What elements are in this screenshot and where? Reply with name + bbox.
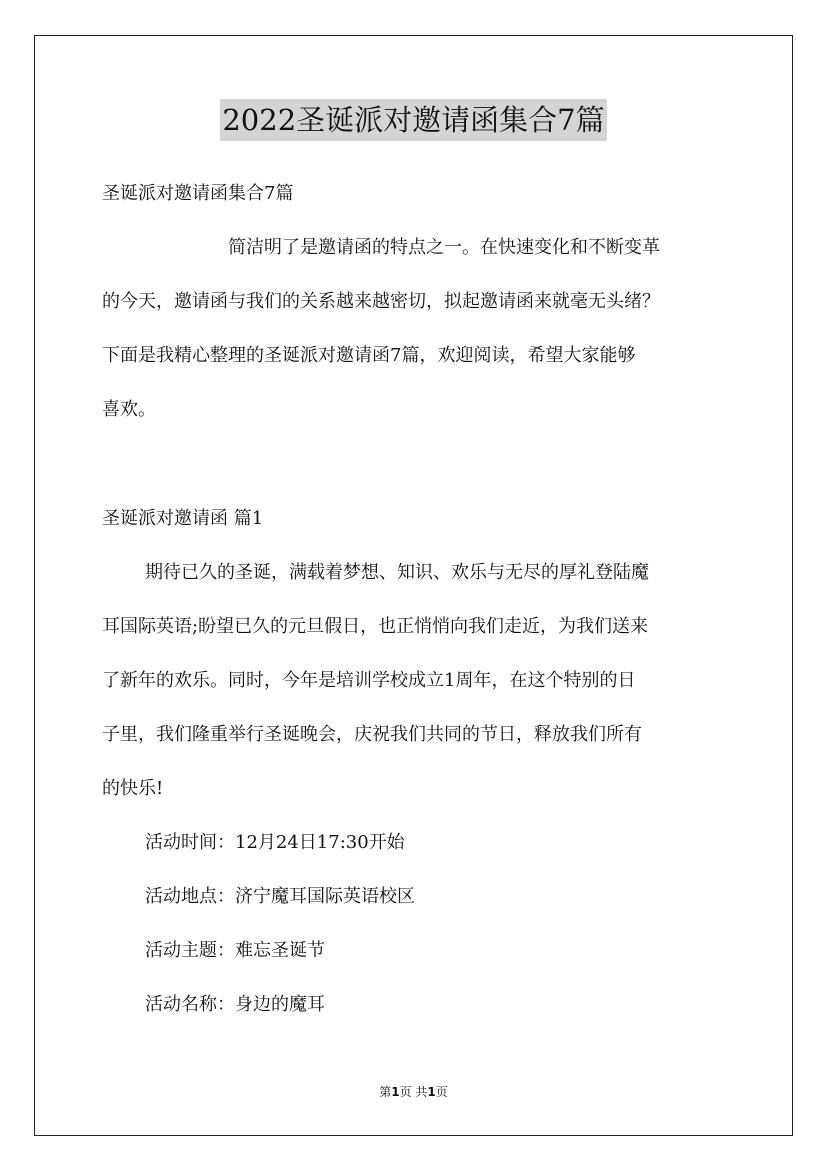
intro-line-3: 下面是我精心整理的圣诞派对邀请函7篇，欢迎阅读，希望大家能够: [102, 345, 636, 366]
intro-line-1: 简洁明了是邀请函的特点之一。在快速变化和不断变革: [228, 237, 660, 258]
page-footer: [0, 1084, 827, 1100]
detail-theme: 活动主题：难忘圣诞节: [145, 940, 325, 961]
paragraph-line-4: 子里，我们隆重举行圣诞晚会，庆祝我们共同的节日，释放我们所有: [102, 724, 642, 745]
footer-mid: 页 共: [399, 1085, 428, 1099]
footer-suffix: 页: [435, 1085, 448, 1099]
paragraph-line-5: 的快乐!: [102, 778, 164, 799]
paragraph-line-3: 了新年的欢乐。同时，今年是培训学校成立1周年，在这个特别的日: [102, 670, 636, 691]
paragraph-line-2: 耳国际英语;盼望已久的元旦假日，也正悄悄向我们走近，为我们送来: [102, 616, 649, 637]
intro-line-2: 的今天，邀请函与我们的关系越来越密切，拟起邀请函来就毫无头绪？: [102, 291, 660, 312]
intro-line-4: 喜欢。: [102, 399, 156, 420]
section-heading: 圣诞派对邀请函 篇1: [102, 508, 264, 529]
paragraph-line-1: 期待已久的圣诞，满载着梦想、知识、欢乐与无尽的厚礼登陆魔: [145, 562, 649, 583]
footer-page-total: 1: [427, 1085, 436, 1099]
footer-page-current: 1: [391, 1085, 400, 1099]
footer-prefix: 第: [379, 1085, 392, 1099]
title-container: [0, 99, 827, 141]
document-title: 2022圣诞派对邀请函集合7篇: [220, 99, 606, 141]
detail-name: 活动名称：身边的魔耳: [145, 994, 325, 1015]
document-subtitle: 圣诞派对邀请函集合7篇: [102, 183, 294, 204]
detail-location: 活动地点：济宁魔耳国际英语校区: [145, 886, 415, 907]
detail-time: 活动时间：12月24日17:30开始: [145, 832, 405, 853]
